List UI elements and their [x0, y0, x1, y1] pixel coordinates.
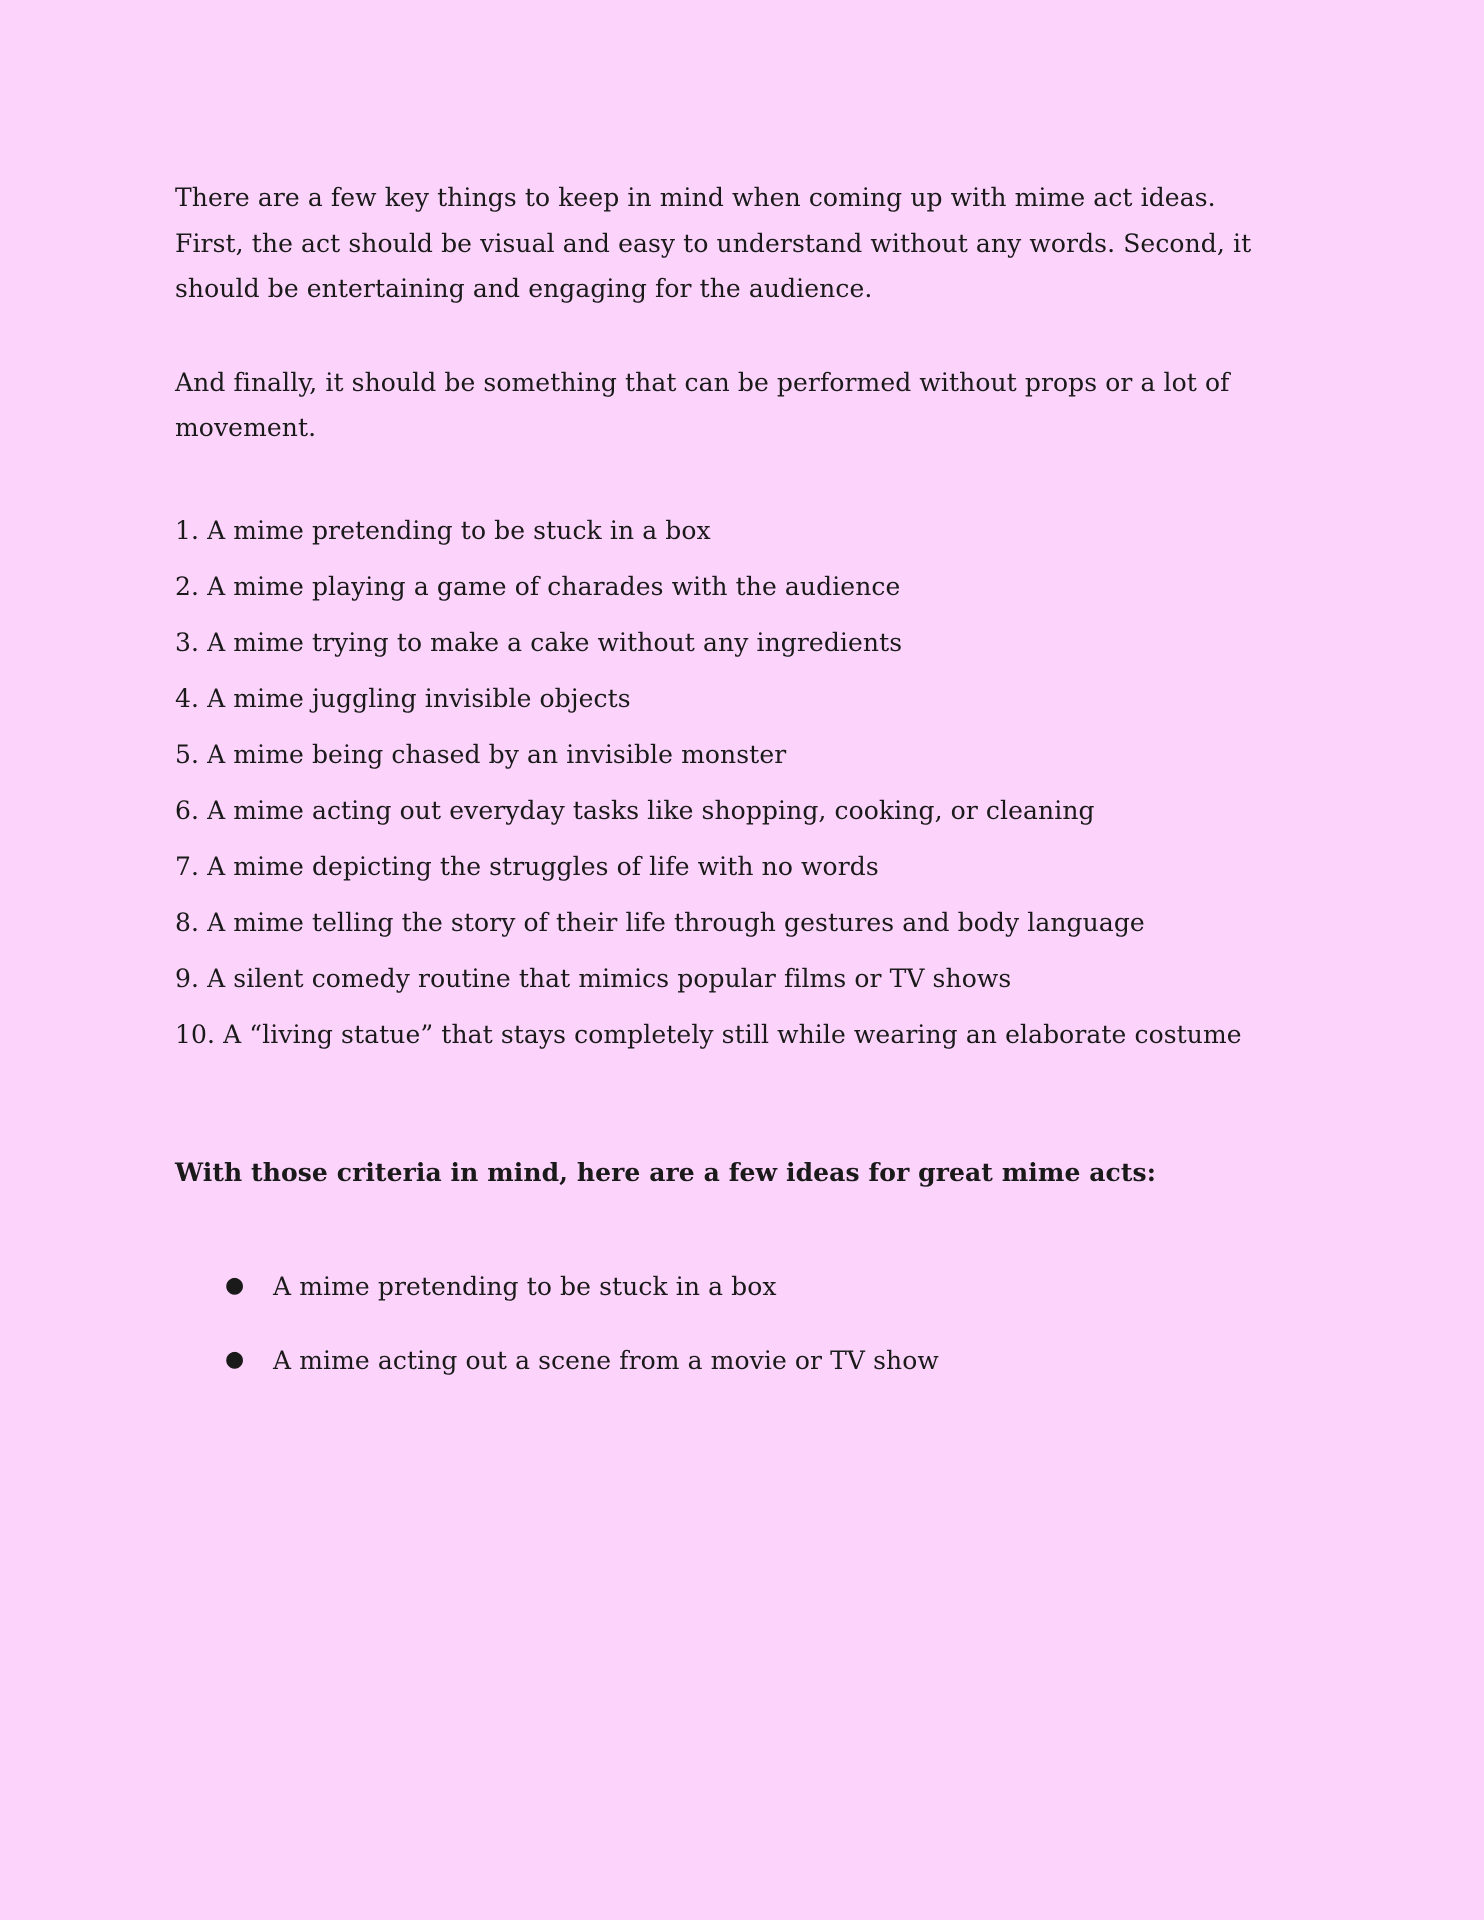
- list-item: [225, 1267, 1304, 1307]
- section-heading: With those criteria in mind, here are a few ideas for great mime acts:: [175, 1157, 1157, 1187]
- intro-paragraph-2: And finally, it should be something that can be performed without props or a lot of movement.: [175, 367, 1230, 442]
- list-item: 10. A “living statue” that stays completely still while wearing an elaborate costume: [175, 1019, 1242, 1049]
- mime-act-bulleted-list: [175, 1267, 1304, 1381]
- list-item-label: A mime acting out a scene from a movie or TV show: [273, 1345, 939, 1375]
- list-item: 8. A mime telling the story of their life through gestures and body language: [175, 907, 1145, 937]
- list-item: 9. A silent comedy routine that mimics popular films or TV shows: [175, 963, 1012, 993]
- bullet-icon: ●: [225, 1346, 245, 1372]
- list-item: 1. A mime pretending to be stuck in a box: [175, 515, 711, 545]
- list-item: 6. A mime acting out everyday tasks like shopping, cooking, or cleaning: [175, 795, 1095, 825]
- list-item: 7. A mime depicting the struggles of life with no words: [175, 851, 879, 881]
- list-item: [225, 1341, 1304, 1381]
- bullet-icon: ●: [225, 1272, 245, 1298]
- list-item: 2. A mime playing a game of charades with the audience: [175, 571, 901, 601]
- mime-act-numbered-list: [175, 509, 1304, 1056]
- intro-paragraph-1: There are a few key things to keep in mind when coming up with mime act ideas. First, the act should be visual and easy to understand without any words. Second, it should be entertaining and engaging for the audience.: [175, 183, 1252, 303]
- list-item-label: A mime pretending to be stuck in a box: [273, 1271, 777, 1301]
- list-item: 5. A mime being chased by an invisible monster: [175, 739, 787, 769]
- list-item: 3. A mime trying to make a cake without any ingredients: [175, 627, 903, 657]
- list-item: 4. A mime juggling invisible objects: [175, 683, 631, 713]
